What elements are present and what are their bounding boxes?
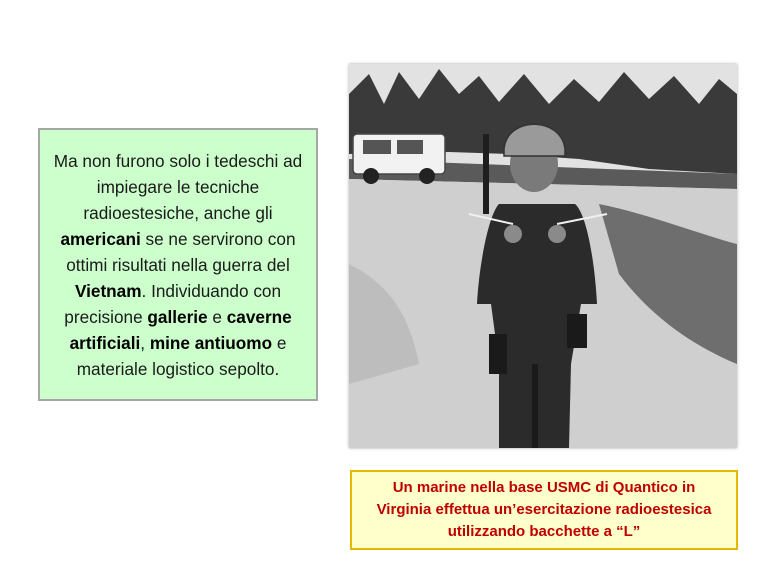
- photo-caption: Un marine nella base USMC di Quantico in Virginia effettua un’esercitazione radioestesica utilizzando bacchette a “L”: [376, 479, 712, 540]
- body-bold-gallerie: gallerie: [147, 306, 208, 327]
- body-text-box: [38, 128, 318, 401]
- body-text-run: se ne servirono con ottimi risultati nella guerra del: [66, 228, 296, 275]
- photo-illustration: [349, 64, 737, 448]
- body-bold-mine: mine antiuomo: [149, 332, 273, 353]
- photo-caption-box: [350, 470, 738, 550]
- marine-dowsing-photo: [349, 64, 737, 448]
- body-bold-vietnam: Vietnam: [74, 280, 142, 301]
- body-text-run: Ma non furono solo i tedeschi ad impiegare le tecniche radioestesiche, anche gli: [53, 150, 303, 223]
- body-paragraph: [50, 148, 306, 382]
- body-bold-americani: americani: [60, 228, 141, 249]
- body-text-run: e materiale logistico sepolto.: [76, 332, 287, 379]
- body-text-run: . Individuando con precisione: [64, 280, 282, 327]
- body-bold-caverne: caverne artificiali: [69, 306, 292, 353]
- body-text-run: e: [207, 306, 227, 327]
- body-text-run: ,: [140, 332, 150, 353]
